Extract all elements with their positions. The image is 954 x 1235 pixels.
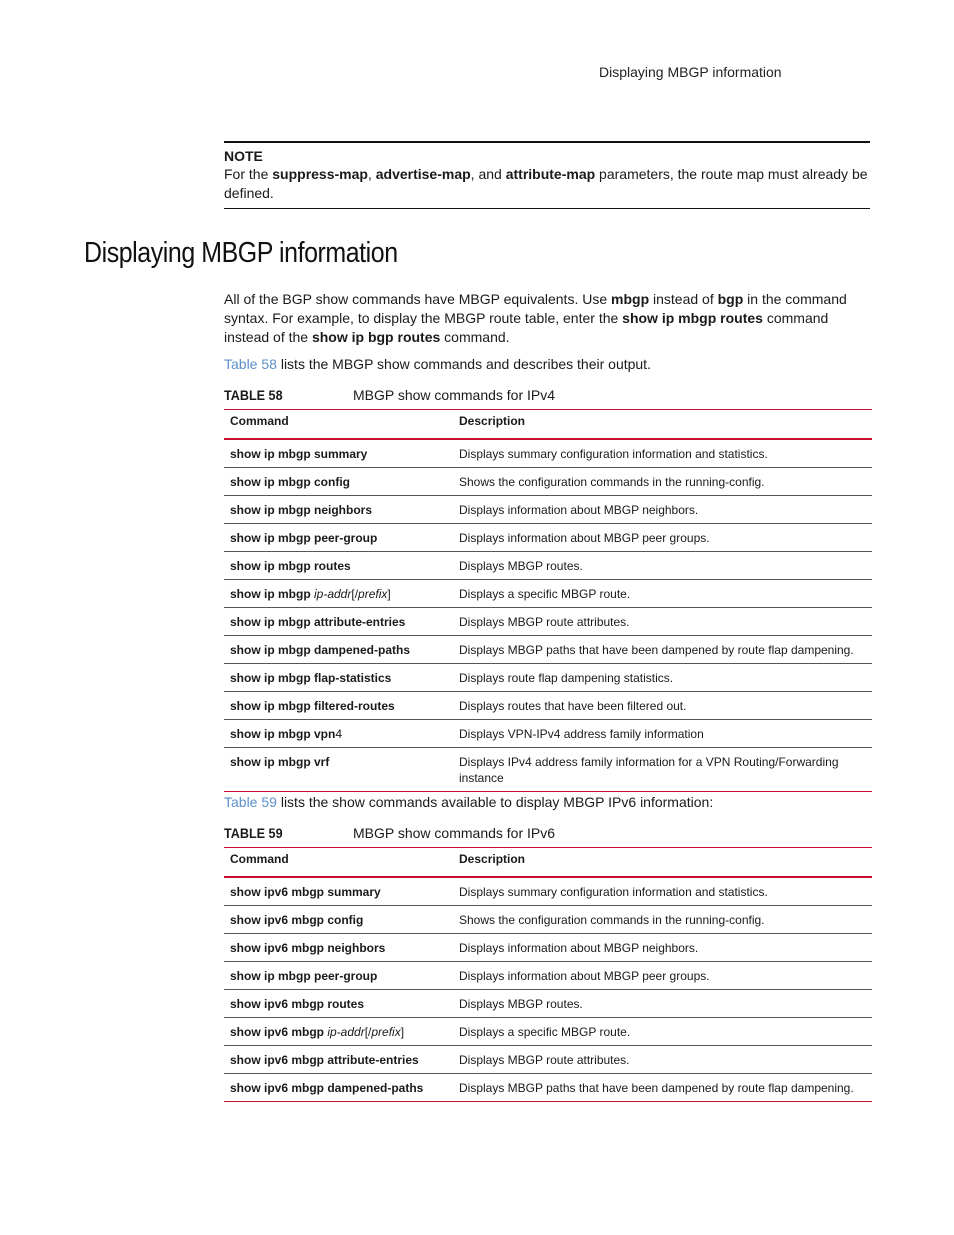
command-cell: show ipv6 mbgp summary [224, 877, 453, 906]
command-cell: show ipv6 mbgp attribute-entries [224, 1046, 453, 1074]
table58-link[interactable]: Table 58 [224, 356, 277, 372]
description-cell: Displays IPv4 address family information for a VPN Routing/Forwarding instance [453, 748, 872, 792]
description-cell: Displays MBGP paths that have been dampened by route flap dampening. [453, 1074, 872, 1102]
command-cell: show ipv6 mbgp routes [224, 990, 453, 1018]
table59-caption [224, 825, 555, 841]
table58-label: TABLE 58 [224, 387, 283, 403]
column-header-command: Command [224, 848, 453, 878]
section-title: Displaying MBGP information [84, 237, 398, 269]
table-row [224, 990, 872, 1018]
column-header-command: Command [224, 410, 453, 440]
table-row [224, 906, 872, 934]
description-cell: Displays summary configuration information and statistics. [453, 877, 872, 906]
table59-link[interactable]: Table 59 [224, 794, 277, 810]
table58 [224, 409, 872, 792]
description-cell: Displays MBGP route attributes. [453, 608, 872, 636]
table59-title: MBGP show commands for IPv6 [353, 825, 556, 841]
table-row [224, 1074, 872, 1102]
table-header-row [224, 848, 872, 878]
command-cell: show ip mbgp dampened-paths [224, 636, 453, 664]
table-row [224, 720, 872, 748]
description-cell: Shows the configuration commands in the running-config. [453, 468, 872, 496]
intro-paragraph: All of the BGP show commands have MBGP equivalents. Use mbgp instead of bgp in the command syntax. For example, to display the MBGP route table, enter the show ip mbgp routes command instead of the show ip bgp routes command. [224, 291, 847, 345]
running-header: Displaying MBGP information [599, 64, 782, 80]
command-cell: show ip mbgp neighbors [224, 496, 453, 524]
table-row [224, 496, 872, 524]
command-cell: show ip mbgp peer-group [224, 962, 453, 990]
command-cell: show ipv6 mbgp config [224, 906, 453, 934]
description-cell: Displays routes that have been filtered out. [453, 692, 872, 720]
description-cell: Displays a specific MBGP route. [453, 1018, 872, 1046]
description-cell: Displays route flap dampening statistics. [453, 664, 872, 692]
table59-label: TABLE 59 [224, 825, 283, 841]
description-cell: Shows the configuration commands in the running-config. [453, 906, 872, 934]
command-cell: show ipv6 mbgp dampened-paths [224, 1074, 453, 1102]
table58-caption [224, 387, 555, 403]
table-row [224, 962, 872, 990]
description-cell: Displays summary configuration information and statistics. [453, 439, 872, 468]
table-row [224, 468, 872, 496]
description-cell: Displays information about MBGP neighbors. [453, 496, 872, 524]
description-cell: Displays information about MBGP peer groups. [453, 962, 872, 990]
table-row [224, 664, 872, 692]
description-cell: Displays information about MBGP peer groups. [453, 524, 872, 552]
table58-reference: Table 58 lists the MBGP show commands and describes their output. [224, 356, 651, 372]
table59-reference: Table 59 lists the show commands available to display MBGP IPv6 information: [224, 794, 714, 810]
column-header-description: Description [453, 410, 872, 440]
table58-title: MBGP show commands for IPv4 [353, 387, 556, 403]
command-cell: show ip mbgp attribute-entries [224, 608, 453, 636]
command-cell: show ip mbgp vpn4 [224, 720, 453, 748]
table-row [224, 748, 872, 792]
note-box [224, 141, 870, 209]
table-row [224, 1018, 872, 1046]
description-cell: Displays MBGP route attributes. [453, 1046, 872, 1074]
command-cell: show ipv6 mbgp neighbors [224, 934, 453, 962]
table-header-row [224, 410, 872, 440]
description-cell: Displays VPN-IPv4 address family information [453, 720, 872, 748]
description-cell: Displays MBGP paths that have been dampened by route flap dampening. [453, 636, 872, 664]
command-cell: show ip mbgp peer-group [224, 524, 453, 552]
description-cell: Displays MBGP routes. [453, 552, 872, 580]
note-label: NOTE [224, 148, 263, 164]
description-cell: Displays information about MBGP neighbors. [453, 934, 872, 962]
table-row [224, 608, 872, 636]
command-cell: show ip mbgp ip-addr[/prefix] [224, 580, 453, 608]
column-header-description: Description [453, 848, 872, 878]
table59 [224, 847, 872, 1102]
table-row [224, 934, 872, 962]
table-row [224, 692, 872, 720]
command-cell: show ip mbgp summary [224, 439, 453, 468]
command-cell: show ip mbgp config [224, 468, 453, 496]
command-cell: show ip mbgp filtered-routes [224, 692, 453, 720]
table-row [224, 877, 872, 906]
command-cell: show ip mbgp routes [224, 552, 453, 580]
command-cell: show ip mbgp vrf [224, 748, 453, 792]
table-row [224, 636, 872, 664]
command-cell: show ipv6 mbgp ip-addr[/prefix] [224, 1018, 453, 1046]
description-cell: Displays a specific MBGP route. [453, 580, 872, 608]
command-cell: show ip mbgp flap-statistics [224, 664, 453, 692]
table-row [224, 580, 872, 608]
table-row [224, 439, 872, 468]
description-cell: Displays MBGP routes. [453, 990, 872, 1018]
table-row [224, 524, 872, 552]
table-row [224, 552, 872, 580]
note-text: For the suppress-map, advertise-map, and attribute-map parameters, the route map must already be defined. [224, 166, 868, 201]
table-row [224, 1046, 872, 1074]
